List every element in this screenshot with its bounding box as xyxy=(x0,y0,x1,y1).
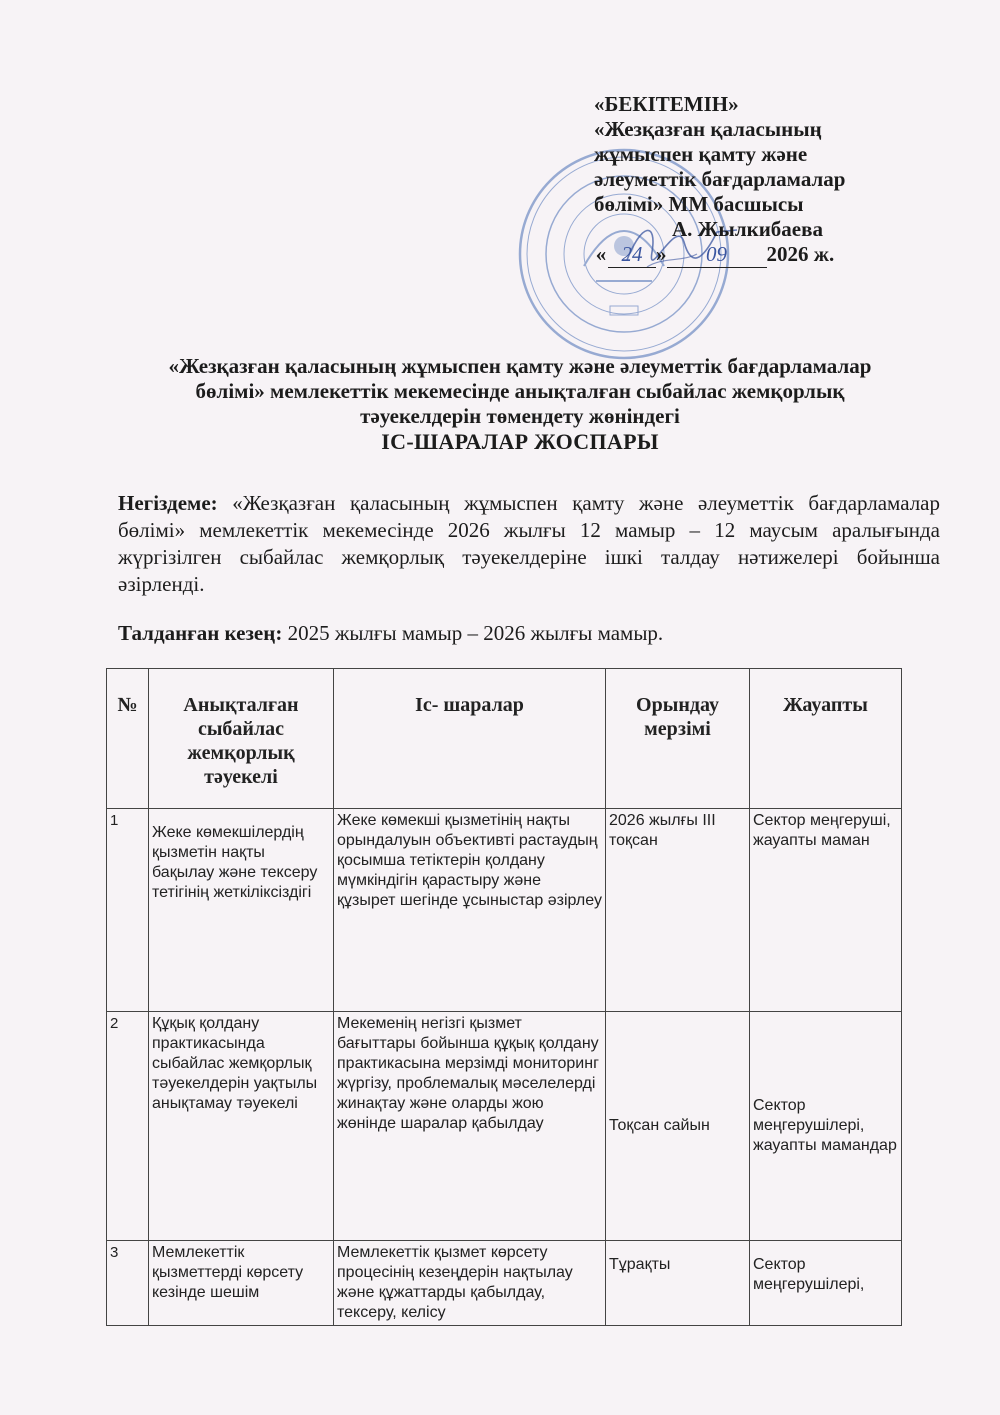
cell-responsible: Сектор меңгерушілері, жауапты мамандар xyxy=(750,1012,902,1241)
cell-measure: Мемлекеттік қызмет көрсету процесінің кезеңдерін нақтылау және құжаттарды қабылдау, тексеру, келісу xyxy=(334,1241,606,1326)
period-text: 2025 жылғы мамыр – 2026 жылғы мамыр. xyxy=(287,621,664,645)
basis-paragraph xyxy=(118,490,940,598)
period-label: Талданған кезең: xyxy=(118,621,283,645)
cell-num: 3 xyxy=(107,1241,149,1326)
header-num: № xyxy=(107,669,149,809)
table-row xyxy=(107,1012,902,1241)
table-row xyxy=(107,1241,902,1326)
cell-responsible: Сектор меңгеруші, жауапты маман xyxy=(750,809,902,1012)
cell-num: 2 xyxy=(107,1012,149,1241)
approval-date: « 24 » 09 2026 ж. xyxy=(595,242,835,266)
document-title xyxy=(100,354,940,454)
header-responsible: Жауапты xyxy=(750,669,902,809)
title-line: «Жезқазған қаласының жұмыспен қамту және әлеуметтік бағдарламалар xyxy=(168,354,872,378)
table-row xyxy=(107,809,902,1012)
approval-line: «БЕКІТЕМІН» xyxy=(594,92,739,116)
cell-risk: Жеке көмекшілердің қызметін нақты бақылау және тексеру тетігінің жеткіліксіздігі xyxy=(149,809,334,1012)
cell-deadline: 2026 жылғы III тоқсан xyxy=(606,809,750,1012)
signatory-name: А. Жылкибаева xyxy=(672,217,823,241)
cell-measure: Жеке көмекші қызметінің нақты орындалуын объективті растаудың қосымша тетіктерін қолдану мүмкіндігін қарастыру және құзырет шегінде ұсыныстар әзірлеу xyxy=(334,809,606,1012)
title-line: тәуекелдерін төмендету жөніндегі xyxy=(360,404,680,428)
title-line: бөлімі» мемлекеттік мекемесінде анықталған сыбайлас жемқорлық xyxy=(195,379,845,403)
approval-line: бөлімі» ММ басшысы xyxy=(594,192,804,216)
cell-num: 1 xyxy=(107,809,149,1012)
approval-block xyxy=(594,92,894,268)
cell-deadline: Тұрақты xyxy=(606,1241,750,1326)
approval-line: «Жезқазған қаласының xyxy=(594,117,822,141)
analyzed-period xyxy=(118,620,940,647)
header-risk: Анықталған сыбайлас жемқорлық тәуекелі xyxy=(149,669,334,809)
measures-table xyxy=(106,668,902,1326)
header-deadline: Орындау мерзімі xyxy=(606,669,750,809)
date-year: 2026 ж. xyxy=(766,242,835,266)
cell-risk: Мемлекеттік қызметтерді көрсету кезінде шешім xyxy=(149,1241,334,1326)
approval-line: жұмыспен қамту және xyxy=(594,142,808,166)
date-day: 24 xyxy=(608,242,656,268)
title-heading: ІС-ШАРАЛАР ЖОСПАРЫ xyxy=(381,429,659,454)
approval-line: әлеуметтік бағдарламалар xyxy=(594,167,846,191)
basis-label: Негіздеме: xyxy=(118,491,218,515)
cell-responsible: Сектор меңгерушілері, xyxy=(750,1241,902,1326)
header-measures: Іс- шаралар xyxy=(334,669,606,809)
cell-measure: Мекеменің негізгі қызмет бағыттары бойынша құқық қолдану практикасына мерзімді мониторинг жүргізу, проблемалық мәселелерді жинақтау және оларды жою жөнінде шаралар қабылдау xyxy=(334,1012,606,1241)
date-month: 09 xyxy=(667,242,767,268)
cell-deadline: Тоқсан сайын xyxy=(606,1012,750,1241)
cell-risk: Құқық қолдану практикасында сыбайлас жемқорлық тәуекелдерін уақтылы анықтамау тәуекелі xyxy=(149,1012,334,1241)
table-header-row xyxy=(107,669,902,809)
basis-text: «Жезқазған қаласының жұмыспен қамту және әлеуметтік бағдарламалар бөлімі» мемлекеттік мекемесінде 2026 жылғы 12 мамыр – 12 маусым аралығында жүргізілген сыбайлас жемқорлық тәуекелдеріне ішкі талдау нәтижелері бойынша әзірленді. xyxy=(118,491,940,596)
